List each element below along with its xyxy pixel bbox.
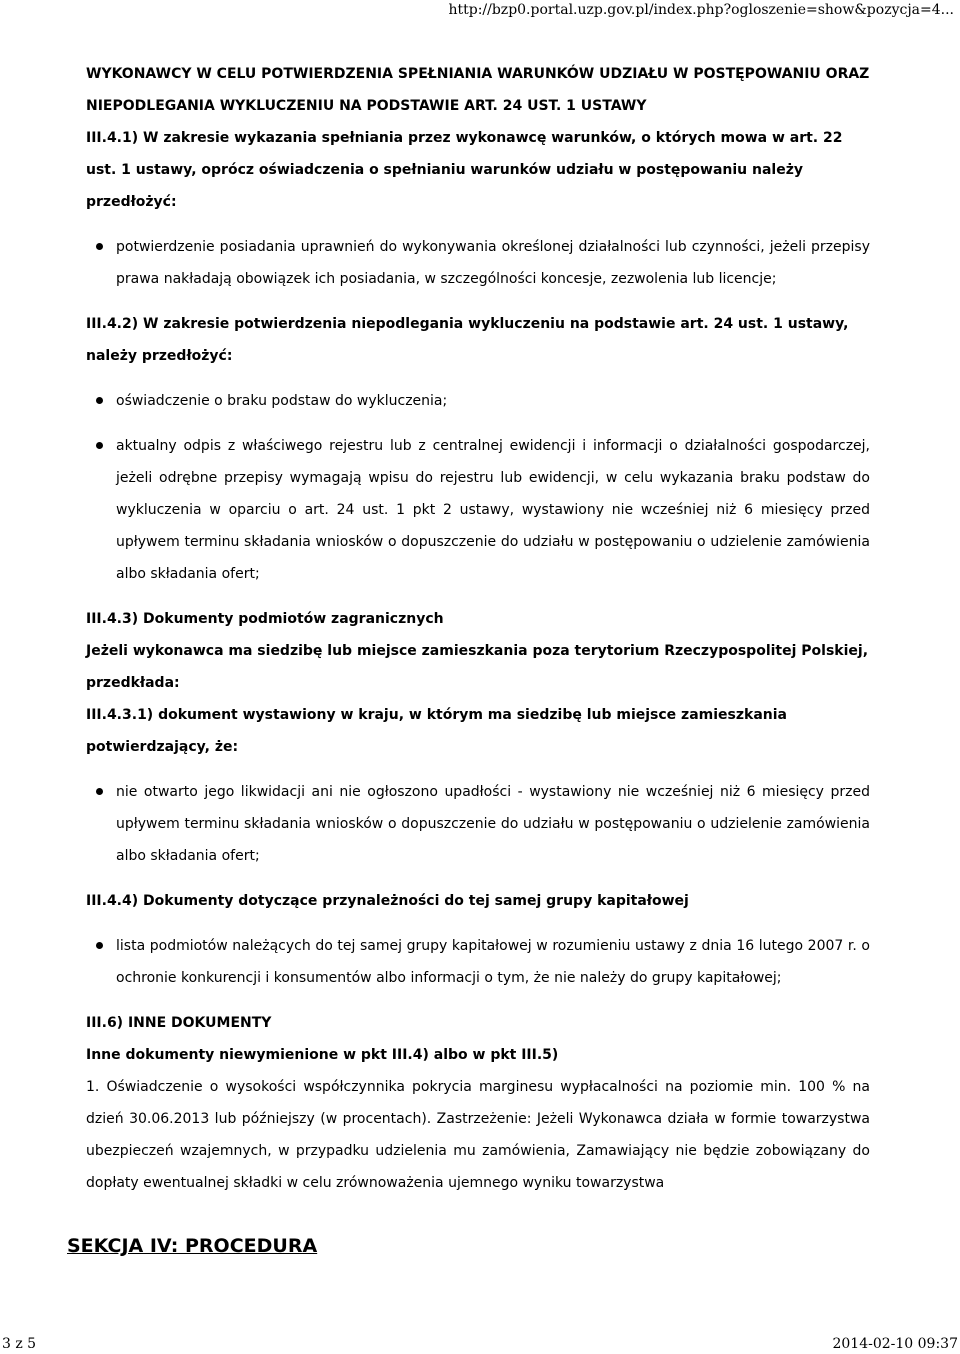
bullet-icon [96,942,103,949]
section-3-4-3-1-list [86,776,870,872]
section-heading: WYKONAWCY W CELU POTWIERDZENIA SPEŁNIANIA WARUNKÓW UDZIAŁU W POSTĘPOWANIU ORAZ NIEPODLEGANIA WYKLUCZENIU NA PODSTAWIE ART. 24 UST. 1 USTAWY [86,66,870,114]
section-3-4-4-list [86,930,870,994]
section-4-title: SEKCJA IV: PROCEDURA [67,1235,318,1257]
list-item-text: nie otwarto jego likwidacji ani nie ogłoszono upadłości - wystawiony nie wcześniej niż 6 miesięcy przed upływem terminu składania wniosków o dopuszczenie do udziału w postępowaniu o udzielenie zamówienia albo składania ofert; [116,784,870,864]
list-item [86,930,870,994]
bullet-icon [96,442,103,449]
bullet-icon [96,243,103,250]
document-body [86,58,870,1199]
print-datetime: 2014-02-10 09:37 [832,1336,958,1352]
list-item [86,776,870,872]
list-item-text: aktualny odpis z właściwego rejestru lub z centralnej ewidencji i informacji o działalności gospodarczej, jeżeli odrębne przepisy wymagają wpisu do rejestru lub ewidencji, w celu wykazania braku podstaw do wykluczenia w oparciu o art. 24 ust. 1 pkt 2 ustawy, wystawiony nie wcześniej niż 6 miesięcy przed upływem terminu składania wniosków o dopuszczenie do udziału w postępowaniu o udzielenie zamówienia albo składania ofert; [116,438,870,582]
section-3-4-2-intro: III.4.2) W zakresie potwierdzenia niepodlegania wykluczeniu na podstawie art. 24 ust. 1 ustawy, należy przedłożyć: [86,316,849,364]
list-item [86,385,870,417]
section-3-4-4-title: III.4.4) Dokumenty dotyczące przynależności do tej samej grupy kapitałowej [86,893,689,909]
section-3-4-2-list [86,385,870,590]
list-item [86,430,870,590]
list-item-text: oświadczenie o braku podstaw do wykluczenia; [116,393,448,409]
page-url-header: http://bzp0.portal.uzp.gov.pl/index.php?ogloszenie=show&pozycja=4... [448,2,954,18]
section-3-6-text: 1. Oświadczenie o wysokości współczynnika pokrycia marginesu wypłacalności na poziomie min. 100 % na dzień 30.06.2013 lub późniejszy (w procentach). Zastrzeżenie: Jeżeli Wykonawca działa w formie towarzystwa ubezpieczeń wzajemnych, w przypadku udzielenia mu zamówienia, Zamawiający nie będzie zobowiązany do dopłaty ewentualnej składki w celu zrównoważenia ujemnego wyniku towarzystwa [86,1079,870,1191]
section-3-6-title: III.6) INNE DOKUMENTY [86,1015,272,1031]
section-3-6-subtitle: Inne dokumenty niewymienione w pkt III.4) albo w pkt III.5) [86,1047,559,1063]
list-item [86,231,870,295]
section-3-4-1-list [86,231,870,295]
section-3-4-3-1-title: III.4.3.1) dokument wystawiony w kraju, w którym ma siedzibę lub miejsce zamieszkania potwierdzający, że: [86,707,787,755]
section-3-4-3-title: III.4.3) Dokumenty podmiotów zagranicznych [86,611,444,627]
bullet-icon [96,788,103,795]
list-item-text: potwierdzenie posiadania uprawnień do wykonywania określonej działalności lub czynności, jeżeli przepisy prawa nakładają obowiązek ich posiadania, w szczególności koncesje, zezwolenia lub licencje; [116,239,870,287]
section-3-4-1-intro: III.4.1) W zakresie wykazania spełniania przez wykonawcę warunków, o których mowa w art. 22 ust. 1 ustawy, oprócz oświadczenia o spełnianiu warunków udziału w postępowaniu należy przedłożyć: [86,130,843,210]
bullet-icon [96,397,103,404]
list-item-text: lista podmiotów należących do tej samej grupy kapitałowej w rozumieniu ustawy z dnia 16 lutego 2007 r. o ochronie konkurencji i konsumentów albo informacji o tym, że nie należy do grupy kapitałowej; [116,938,870,986]
page-number: 3 z 5 [2,1336,37,1352]
section-3-4-3-subtitle: Jeżeli wykonawca ma siedzibę lub miejsce zamieszkania poza terytorium Rzeczypospolitej Polskiej, przedkłada: [86,643,869,691]
